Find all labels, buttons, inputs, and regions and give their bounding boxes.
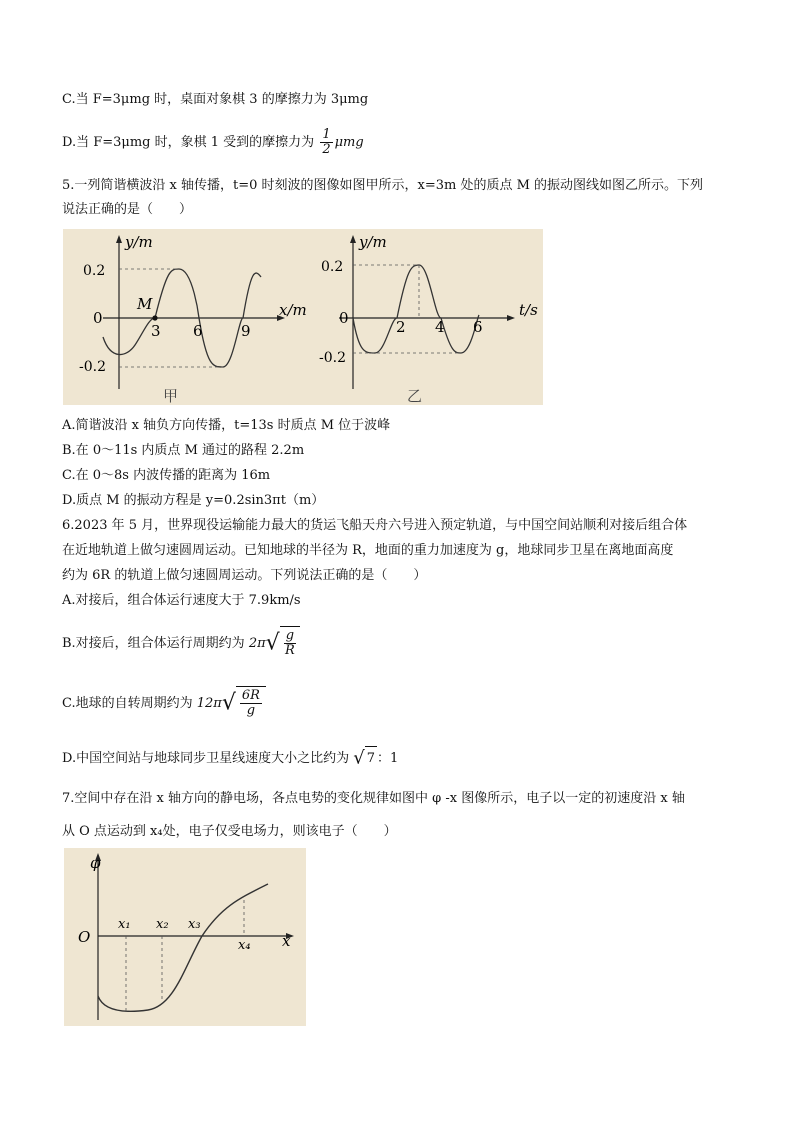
jia-x-label: x/m [279,301,307,319]
q7-potential-figure [64,848,306,1026]
fig-yi [319,233,538,405]
q7-stem-line-2: 从 O 点运动到 x₄处，电子仅受电场力，则该电子（ ） [62,824,397,839]
fraction-denominator: 2 [322,142,331,157]
jia-point-m [152,315,157,320]
jia-xtick-9: 9 [241,322,251,340]
q5-option-a: A.简谐波沿 x 轴负方向传播，t=13s 时质点 M 位于波峰 [62,418,391,433]
q5-option-b: B.在 0～11s 内质点 M 通过的路程 2.2m [62,443,305,458]
q6-option-b-coef: 2π [248,636,266,651]
yi-y-arrow [350,235,356,243]
q7-figure-panel [64,848,306,1026]
q6-stem-line-3: 约为 6R 的轨道上做匀速圆周运动。下列说法正确的是（ ） [62,568,427,583]
jia-point-label: M [137,295,153,313]
q4-option-c: C.当 F=3μmg 时，桌面对象棋 3 的摩擦力为 3μmg [62,92,369,107]
sqrt-icon: √ [265,630,280,656]
q7-y-label: φ [90,854,101,872]
yi-oscillation-curve [353,265,479,353]
jia-y-label: y/m [125,233,153,251]
sqrt-icon: √ [221,690,236,716]
q6-option-b-text: B.对接后，组合体运行周期约为 [62,636,245,651]
yi-caption: 乙 [407,387,423,405]
fraction [284,629,296,658]
q5-option-c: C.在 0～8s 内波传播的距离为 16m [62,468,271,483]
q7-stem-line-1: 7.空间中存在沿 x 轴方向的静电场，各点电势的变化规律如图中 φ -x 图像所示，电子以一定的初速度沿 x 轴 [62,791,685,806]
yi-ytick-pos: 0.2 [321,259,344,275]
q4-option-d-unit: μmg [334,135,364,150]
q5-wave-figures [63,229,543,405]
q7-xtick-4: x₄ [238,938,251,953]
q6-stem-line-1: 6.2023 年 5 月，世界现役运输能力最大的货运飞船天舟六号进入预定轨道，与中国空间站顺利对接后组合体 [62,518,688,533]
jia-caption: 甲 [163,387,179,405]
q6-option-d-ratio: ：1 [377,751,399,766]
q7-origin: O [78,928,91,946]
q6-option-b [62,626,300,661]
fraction-denominator: R [284,643,295,658]
q5-stem-line-1: 5.一列简谐横波沿 x 轴传播，t=0 时刻波的图像如图甲所示，x=3m 处的质点 M 的振动图线如图乙所示。下列 [62,178,704,193]
q6-option-d [62,746,398,771]
jia-origin: 0 [93,309,103,327]
q5-stem-line-2: 说法正确的是（ ） [62,202,193,217]
fraction-numerator: g [285,628,295,643]
yi-x-label: t/s [519,301,538,319]
fraction [240,689,262,718]
jia-xtick-3: 3 [151,322,161,340]
sqrt-expression [353,746,377,771]
yi-y-label: y/m [359,233,387,251]
sqrt-expression [266,626,300,661]
q4-option-d-text: D.当 F=3μmg 时，象棋 1 受到的摩擦力为 [62,135,315,150]
yi-xtick-6: 6 [473,318,483,336]
fraction-numerator: 6R [241,688,260,703]
sqrt-icon: √ [353,747,365,769]
fraction [320,128,332,157]
fraction-numerator: 1 [322,127,331,142]
jia-ytick-neg: -0.2 [79,359,106,375]
q6-option-d-text: D.中国空间站与地球同步卫星线速度大小之比约为 [62,751,350,766]
q5-figure-panel [63,229,543,405]
q6-option-c [62,686,266,721]
sqrt-expression [222,686,266,721]
q4-option-d [62,128,364,158]
fraction-denominator: g [246,703,256,718]
q7-xtick-3: x₃ [188,917,201,932]
yi-xtick-4: 4 [435,318,445,336]
jia-xtick-6: 6 [193,322,203,340]
q7-xtick-2: x₂ [156,917,169,932]
jia-y-arrow [116,235,122,243]
jia-ytick-pos: 0.2 [83,263,106,279]
yi-origin: 0 [339,309,349,327]
q6-stem-line-2: 在近地轨道上做匀速圆周运动。已知地球的半径为 R，地面的重力加速度为 g，地球同步卫星在离地面高度 [62,543,674,558]
sqrt-radicand: 7 [365,746,377,771]
yi-ytick-neg: -0.2 [319,350,346,366]
q7-xtick-1: x₁ [118,917,131,932]
yi-xtick-2: 2 [396,318,406,336]
q6-option-a: A.对接后，组合体运行速度大于 7.9km/s [62,593,301,608]
fig-jia [79,233,307,405]
q6-option-c-coef: 12π [196,696,222,711]
q5-option-d: D.质点 M 的振动方程是 y=0.2sin3πt（m） [62,493,325,508]
q6-option-c-text: C.地球的自转周期约为 [62,696,193,711]
q7-x-label: x [282,932,291,950]
yi-x-arrow [507,315,515,321]
